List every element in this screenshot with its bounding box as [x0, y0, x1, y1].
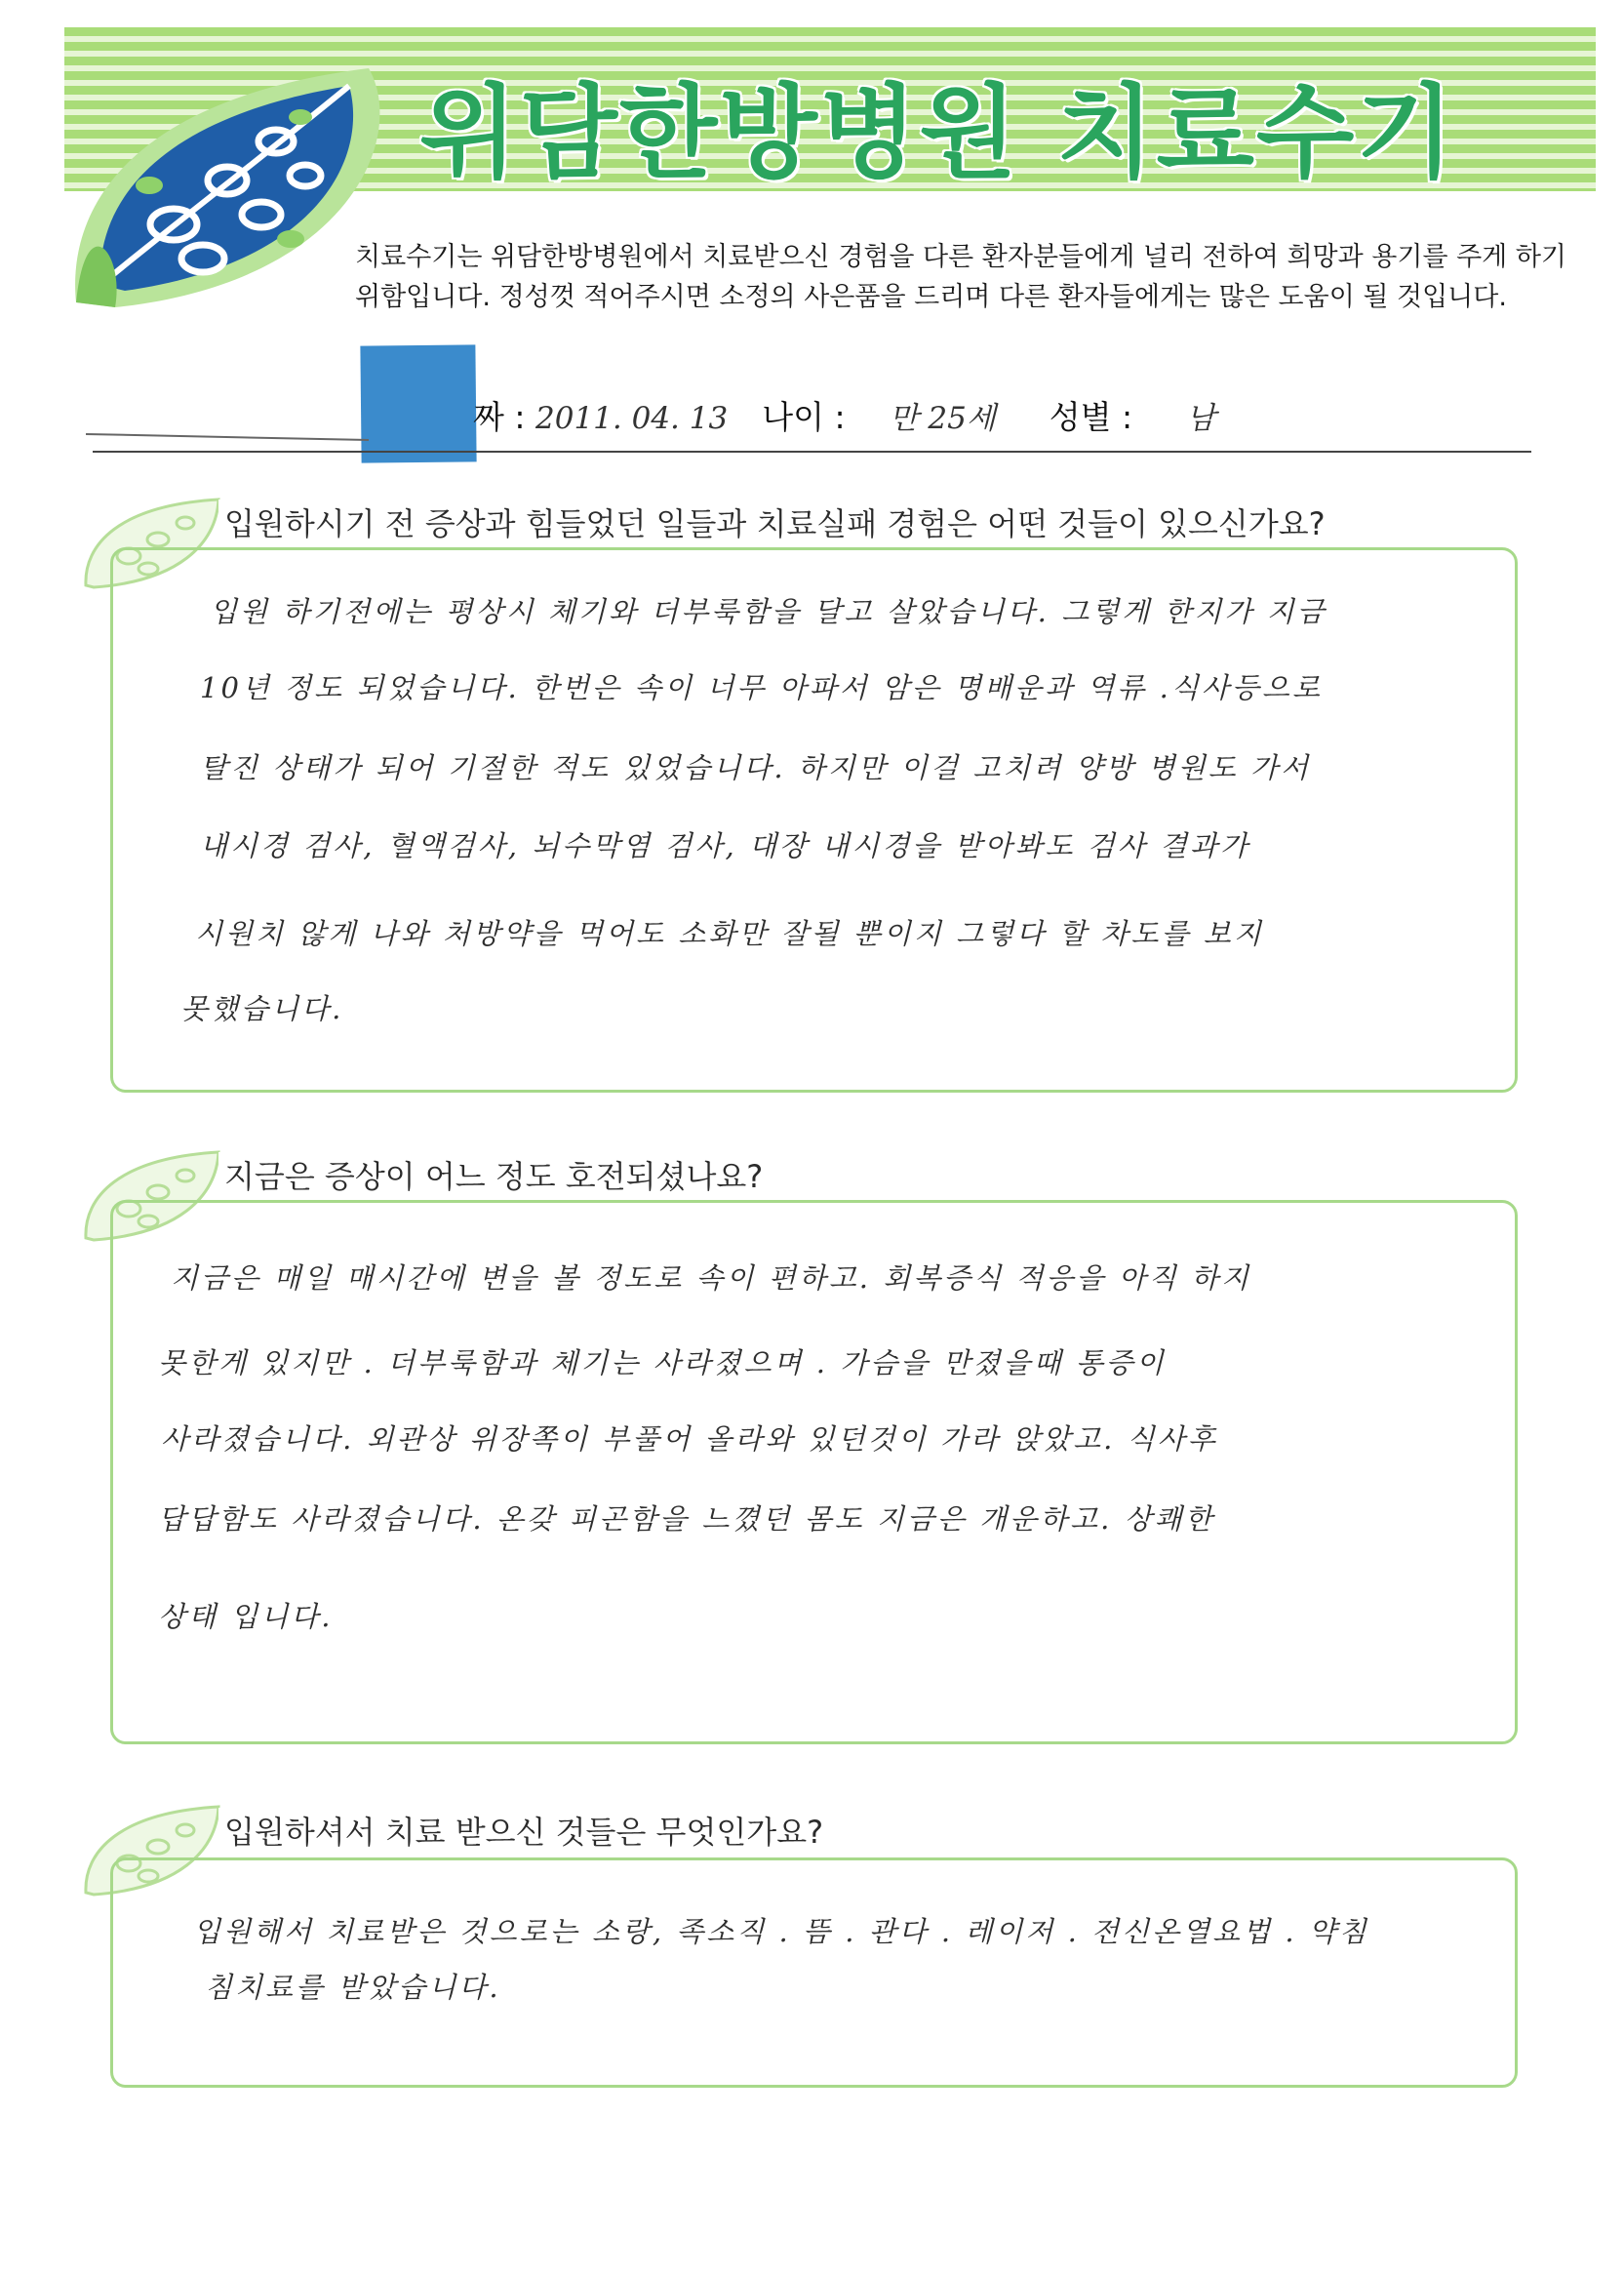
intro-line: 치료수기는 위담한방병원에서 치료받으신 경험을 다른 환자분들에게 널리 전하여 희망과 용기를 주게 하기 [355, 242, 1567, 272]
answer-line: 입원 하기전에는 평상시 체기와 더부룩함을 달고 살았습니다. 그렇게 한지가 지금 [210, 595, 1327, 628]
gender-label: 성별 : [1049, 398, 1133, 436]
question-title: 입원하시기 전 증상과 힘들었던 일들과 치료실패 경험은 어떤 것들이 있으신가요? [218, 499, 1331, 544]
answer-line: 못한게 있지만 . 더부룩함과 체기는 사라졌으며 . 가슴을 만졌을때 통증이 [158, 1346, 1167, 1379]
redaction-block [360, 344, 476, 462]
answer-line: 지금은 매일 매시간에 변을 볼 정도로 속이 편하고. 회복증식 적응을 아직 하지 [171, 1261, 1252, 1295]
intro-text [355, 237, 1574, 317]
answer-line: 탈진 상태가 되어 기절한 적도 있었습니다. 하지만 이걸 고치려 양방 병원도 가서 [200, 751, 1312, 784]
gender-value: 남 [1186, 401, 1216, 436]
answer-line: 침치료를 받았습니다. [205, 1971, 501, 2004]
divider [86, 433, 369, 441]
divider [93, 451, 1531, 453]
answer-line: 시원치 않게 나와 처방약을 먹어도 소화만 잘될 뿐이지 그렇다 할 차도를 보지 [195, 917, 1264, 950]
intro-line: 위함입니다. 정성껏 적어주시면 소정의 사은품을 드리며 다른 환자들에게는 많은 도움이 될 것입니다. [355, 282, 1507, 312]
answer-line: 내시경 검사, 혈액검사, 뇌수막염 검사, 대장 내시경을 받아봐도 검사 결과가 [200, 829, 1251, 862]
answer-line: 10년 정도 되었습니다. 한번은 속이 너무 아파서 암은 명배운과 역류 .식사등으로 [200, 671, 1323, 704]
date-value: 2011. 04. 13 [535, 401, 729, 436]
date-label: 짜 : [473, 398, 526, 436]
answer-line: 못했습니다. [180, 992, 344, 1025]
answer-line: 답답함도 사라졌습니다. 온갖 피곤함을 느꼈던 몸도 지금은 개운하고. 상쾌한 [158, 1502, 1215, 1536]
meta-row [473, 392, 1215, 438]
answer-line: 사라졌습니다. 외관상 위장쪽이 부풀어 올라와 있던것이 가라 앉았고. 식사후 [161, 1422, 1218, 1456]
page-title: 위담한방병원 치료수기 [419, 73, 1456, 192]
question-title: 지금은 증상이 어느 정도 호전되셨나요? [218, 1152, 769, 1197]
age-label: 나이 : [762, 398, 846, 436]
answer-line: 입원해서 치료받은 것으로는 소랑, 족소직 . 뜸 . 관다 . 레이저 . 전신온열요법 . 약침 [193, 1915, 1369, 1948]
age-value: 만 25세 [889, 401, 996, 436]
question-title: 입원하셔서 치료 받으신 것들은 무엇인가요? [218, 1808, 829, 1853]
answer-line: 상태 입니다. [158, 1600, 334, 1633]
